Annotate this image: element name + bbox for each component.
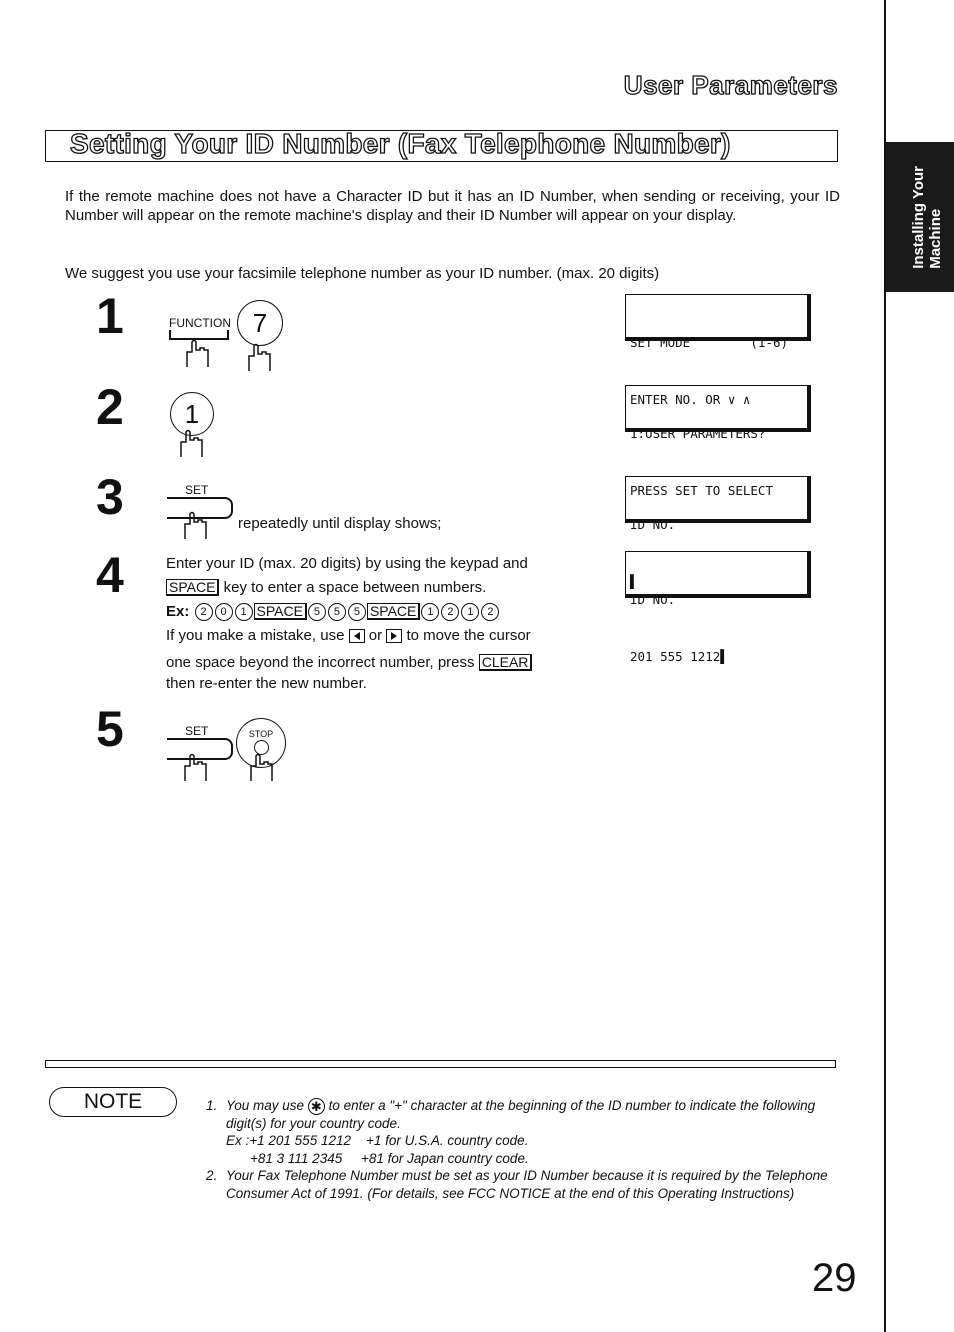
intro-paragraph-2: We suggest you use your facsimile telephone number as your ID number. (max. 20 digits)	[65, 265, 660, 282]
note-item-number: 2.	[206, 1168, 218, 1184]
step-4-line-4	[166, 651, 584, 675]
step-4-text-c2: or	[368, 627, 383, 644]
keypad-1-label: 1	[184, 398, 200, 429]
digit-key-icon: 2	[195, 603, 213, 621]
digit-key-icon: 2	[441, 603, 459, 621]
lcd-cursor: ▌	[630, 574, 638, 589]
step-4-text-d: one space beyond the incorrect number, press	[166, 654, 475, 671]
page-number: 29	[812, 1256, 857, 1300]
lcd-line: ENTER NO. OR ∨ ∧	[630, 392, 751, 407]
set-key-label: SET	[185, 724, 209, 738]
step-4-text-c3: to move the cursor	[406, 627, 531, 644]
digit-key-icon: 1	[235, 603, 253, 621]
lcd-line: PRESS SET TO SELECT	[630, 483, 773, 498]
example-label: Ex:	[166, 603, 190, 620]
side-tab-label: Installing Your Machine	[910, 165, 944, 269]
lcd-line: 201 555 1212▌	[630, 649, 728, 664]
press-hand-icon	[182, 752, 210, 782]
digit-key-icon: 2	[481, 603, 499, 621]
note-item-2	[206, 1167, 838, 1202]
step-4-text-b: key to enter a space between numbers.	[223, 579, 487, 596]
intro-paragraph-1: If the remote machine does not have a Character ID but it has an ID Number, when sending or receiving, your ID Number will appear on the remote machine's display and their ID Number will appear on your display.	[65, 188, 840, 224]
space-key: SPACE	[166, 579, 219, 596]
digit-key-icon: 5	[308, 603, 326, 621]
step-3-number: 3	[96, 469, 124, 525]
lcd-line: 1:USER PARAMETERS?	[630, 426, 766, 441]
press-hand-icon	[182, 510, 210, 540]
note-item-1	[206, 1097, 838, 1167]
press-hand-icon	[184, 338, 212, 368]
right-arrow-key-icon	[386, 629, 402, 643]
note-1-text-b: to enter a "+" character at the beginning of the ID number to indicate the following digit(s) for your country code.	[226, 1098, 816, 1131]
page-title: Setting Your ID Number (Fax Telephone Number)	[70, 128, 731, 159]
digit-key-icon: 5	[328, 603, 346, 621]
note-1-example-2: +81 3 111 2345 +81 for Japan country code.	[250, 1150, 529, 1166]
step-4-line-5: then re-enter the new number.	[166, 675, 367, 692]
digit-key-icon: 5	[348, 603, 366, 621]
note-list	[206, 1097, 838, 1202]
step-5-number: 5	[96, 701, 124, 757]
note-1-text-a: You may use	[226, 1098, 305, 1113]
note-1-example-1: Ex :+1 201 555 1212 +1 for U.S.A. country code.	[226, 1133, 529, 1149]
space-key: SPACE	[254, 603, 307, 620]
step-3-text: repeatedly until display shows;	[238, 515, 442, 532]
note-label: NOTE	[49, 1087, 177, 1117]
section-title: User Parameters	[623, 70, 838, 100]
asterisk-key-icon: ✱	[308, 1098, 325, 1115]
lcd-display-step-2	[625, 385, 811, 498]
digit-key-icon: 0	[215, 603, 233, 621]
lcd-line: ID NO.	[630, 517, 676, 532]
step-4-text	[166, 552, 584, 693]
set-key-label: SET	[185, 483, 209, 497]
keypad-7-icon	[237, 300, 283, 346]
function-key-label: FUNCTION	[169, 316, 231, 330]
digit-key-icon: 1	[421, 603, 439, 621]
step-4-line-1: Enter your ID (max. 20 digits) by using the keypad and	[166, 555, 528, 572]
space-key: SPACE	[367, 603, 420, 620]
step-2-number: 2	[96, 379, 124, 435]
note-2-text: Your Fax Telephone Number must be set as your ID Number because it is required by the Telephone Consumer Act of 1991. (For details, see FCC NOTICE at the end of this Operating Instructions)	[226, 1168, 828, 1201]
lcd-display-step-4	[625, 551, 811, 664]
lcd-line: ID NO.	[630, 592, 676, 607]
step-4-line-2	[166, 576, 584, 600]
stop-key-label: STOP	[248, 729, 274, 739]
lcd-display-step-1	[625, 294, 811, 407]
step-4-line-3	[166, 624, 584, 648]
step-4-number: 4	[96, 547, 124, 603]
example-line	[166, 600, 584, 624]
digit-key-icon: 1	[461, 603, 479, 621]
press-hand-icon	[248, 752, 276, 782]
press-hand-icon	[246, 342, 274, 372]
side-tab	[886, 142, 954, 292]
lcd-line: SET MODE (1-6)	[630, 335, 789, 350]
left-arrow-key-icon	[349, 629, 365, 643]
note-item-number: 1.	[206, 1098, 218, 1113]
lcd-display-step-3	[625, 476, 811, 589]
step-4-text-c1: If you make a mistake, use	[166, 627, 345, 644]
note-divider	[45, 1060, 836, 1068]
keypad-7-label: 7	[252, 307, 268, 338]
press-hand-icon	[178, 428, 206, 458]
step-1-number: 1	[96, 288, 124, 344]
clear-key: CLEAR	[479, 654, 533, 671]
